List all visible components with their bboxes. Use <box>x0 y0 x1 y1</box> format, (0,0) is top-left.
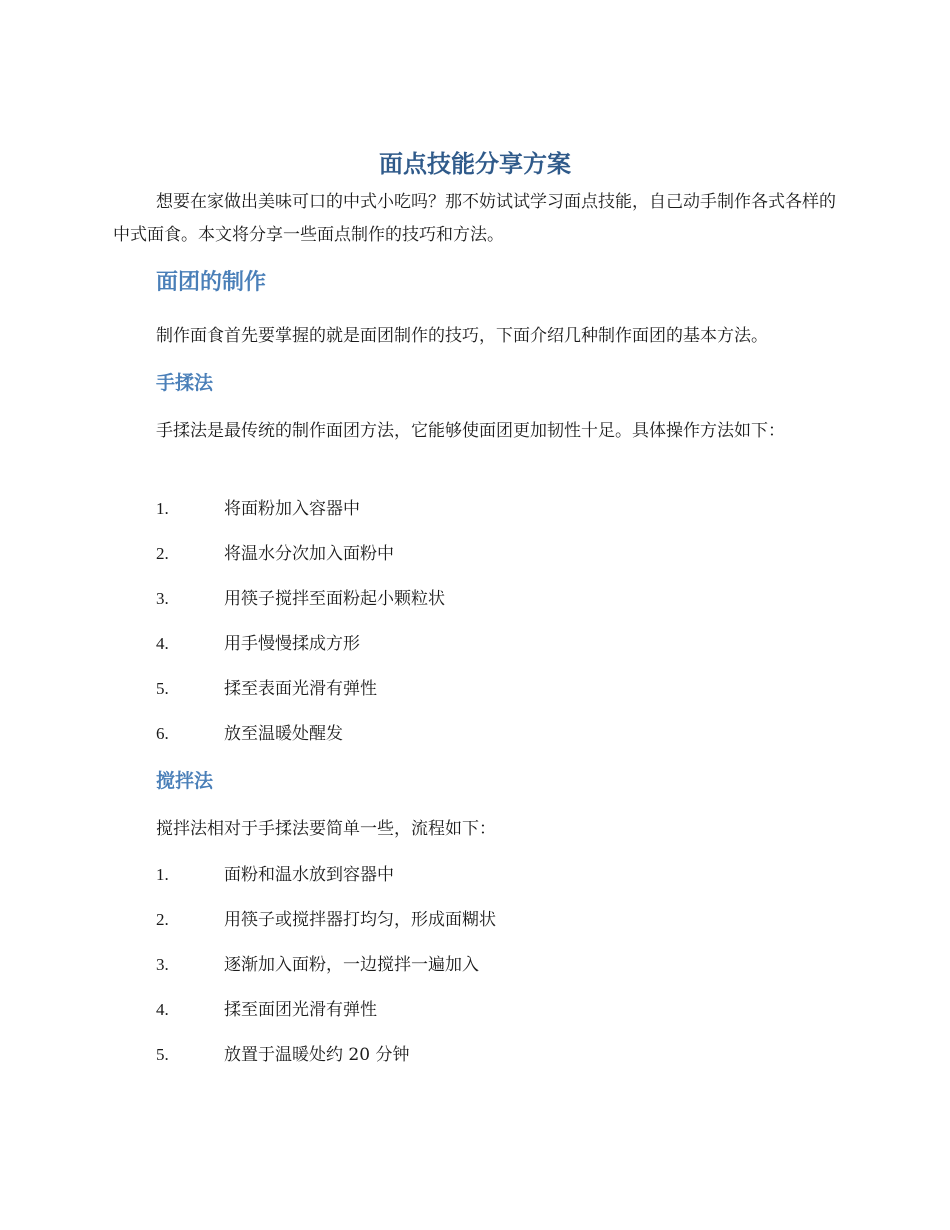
list-item-number: 3. <box>156 955 169 974</box>
page-title: 面点技能分享方案 <box>379 150 571 178</box>
list-item <box>156 677 445 722</box>
list-item <box>156 908 496 953</box>
stir-paragraph: 搅拌法相对于手揉法要简单一些，流程如下： <box>156 819 496 839</box>
list-item-text: 放置于温暖处约 20 分钟 <box>224 1045 410 1065</box>
list-item-number: 2. <box>156 910 169 929</box>
list-item <box>156 953 496 998</box>
intro-paragraph: 想要在家做出美味可口的中式小吃吗？那不妨试试学习面点技能，自己动手制作各式各样的中式面食。本文将分享一些面点制作的技巧和方法。 <box>113 192 836 245</box>
list-item-text: 将温水分次加入面粉中 <box>224 544 394 564</box>
list-item-number: 3. <box>156 589 169 608</box>
list-item-number: 5. <box>156 1045 169 1064</box>
list-item <box>156 497 445 542</box>
hand-knead-paragraph: 手揉法是最传统的制作面团方法，它能够使面团更加韧性十足。具体操作方法如下： <box>156 421 785 441</box>
section-heading-dough: 面团的制作 <box>156 270 267 295</box>
list-item <box>156 1043 496 1088</box>
list-item-text: 用手慢慢揉成方形 <box>224 634 360 654</box>
list-item-number: 4. <box>156 1000 169 1019</box>
list-item-number: 4. <box>156 634 169 653</box>
subheading-hand-knead: 手揉法 <box>156 372 214 394</box>
list-item-text: 用筷子搅拌至面粉起小颗粒状 <box>224 589 445 609</box>
list-item-number: 1. <box>156 499 169 518</box>
hand-knead-steps-list <box>156 497 445 767</box>
subheading-stir: 搅拌法 <box>156 770 214 792</box>
list-item-number: 6. <box>156 724 169 743</box>
list-item-text: 揉至表面光滑有弹性 <box>224 679 377 699</box>
section-paragraph-dough: 制作面食首先要掌握的就是面团制作的技巧，下面介绍几种制作面团的基本方法。 <box>156 326 768 346</box>
list-item-text: 揉至面团光滑有弹性 <box>224 1000 377 1020</box>
list-item-number: 1. <box>156 865 169 884</box>
list-item <box>156 998 496 1043</box>
list-item <box>156 863 496 908</box>
list-item <box>156 542 445 587</box>
list-item <box>156 632 445 677</box>
list-item-text: 用筷子或搅拌器打均匀，形成面糊状 <box>224 910 496 930</box>
list-item-text: 放至温暖处醒发 <box>224 724 343 744</box>
stir-steps-list <box>156 863 496 1088</box>
list-item-number: 2. <box>156 544 169 563</box>
list-item-text: 逐渐加入面粉，一边搅拌一遍加入 <box>224 955 479 975</box>
list-item-text: 面粉和温水放到容器中 <box>224 865 394 885</box>
list-item <box>156 722 445 767</box>
list-item-number: 5. <box>156 679 169 698</box>
list-item <box>156 587 445 632</box>
list-item-text: 将面粉加入容器中 <box>224 499 360 519</box>
